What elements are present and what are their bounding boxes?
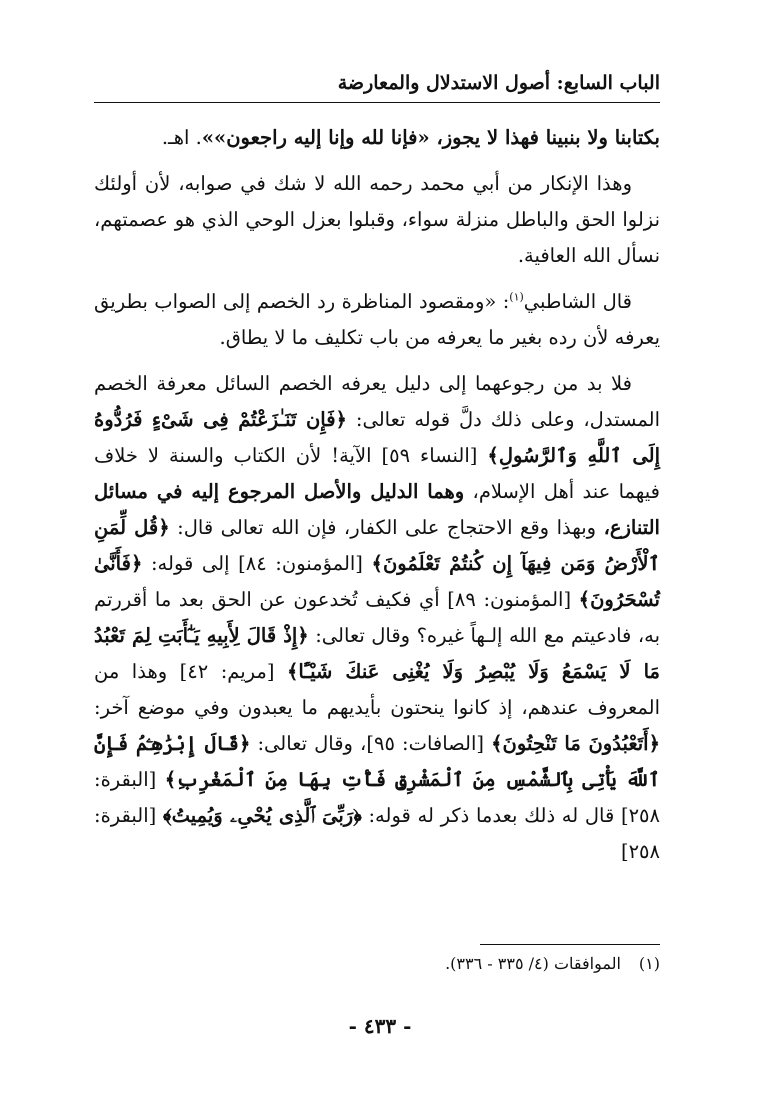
footnote xyxy=(94,950,660,978)
text-segment: [المؤمنون: ٨٤] إلى قوله: xyxy=(142,552,372,575)
quran-verse: ﴿فَإِن تَنَـٰزَعْتُمْ فِى شَىْءٍ فَرُدُّوهُ إِلَى ٱللَّهِ وَٱلرَّسُولِ﴾ xyxy=(94,408,660,467)
quran-verse: ﴿قَالَ إِبْرَٰهِـۧمُ فَإِنَّ ٱللَّهَ يَأْتِى بِٱلشَّمْسِ مِنَ ٱلْمَشْرِقِ فَأْتِ بِهَا مِنَ ٱلْمَغْرِبِ﴾ xyxy=(94,732,660,791)
text-segment: فلا بد من رجوعهما إلى دليل يعرفه الخصم السائل معرفة الخصم المستدل، وعلى ذلك دلَّ قوله تعالى: xyxy=(94,372,660,431)
footnote-text: الموافقات (٤/ ٣٣٥ - ٣٣٦). xyxy=(445,954,621,973)
text-segment: [مريم: ٤٢] وهذا من المعروف عندهم، إذ كانوا ينحتون بأيديهم ما يعبدون وفي موضع آخر: xyxy=(94,660,660,719)
quran-verse: ﴿قُل لِّمَنِ ٱلْأَرْضُ وَمَن فِيهَآ إِن كُنتُمْ تَعْلَمُونَ﴾ xyxy=(94,516,660,575)
text-segment: [المؤمنون: ٨٩] أي فكيف تُخدعون عن الحق بعد ما أقررتم به، فادعيتم مع الله إلـهاً غيره؟ وقال تعالى: xyxy=(94,588,661,647)
quran-verse: ﴿إِذْ قَالَ لِأَبِيهِ يَـٰٓأَبَتِ لِمَ تَعْبُدُ مَا لَا يَسْمَعُ وَلَا يُبْصِرُ وَلَا يُغْنِى عَنكَ شَيْـًٔا﴾ xyxy=(94,624,660,683)
quran-verse: ﴿رَبِّىَ ٱلَّذِى يُحْىِۦ وَيُمِيتُ﴾ xyxy=(162,804,362,827)
running-header xyxy=(94,66,660,103)
paragraph-3-quote: : «ومقصود المناظرة رد الخصم إلى الصواب بطريق يعرفه لأن رده بغير ما يعرفه من باب تكليف ما لا يطاق. xyxy=(94,290,660,349)
text-segment: [البقرة: ٢٥٨] xyxy=(94,804,660,863)
quran-verse: ﴿أَتَعْبُدُونَ مَا تَنْحِتُونَ﴾ xyxy=(491,732,661,755)
main-text xyxy=(94,120,660,880)
text-segment: [النساء ٥٩] الآية! لأن الكتاب والسنة لا خلاف فيهما عند أهل الإسلام، xyxy=(94,444,660,503)
paragraph-1-bold: بكتابنا ولا بنبينا فهذا لا يجوز، «فإنا لله وإنا إليه راجعون»» xyxy=(201,126,660,149)
text-segment: [الصافات: ٩٥]، وقال تعالى: xyxy=(250,732,492,755)
paragraph-4 xyxy=(94,366,660,870)
page-number: - ٤٣٣ - xyxy=(348,1014,412,1038)
paragraph-3 xyxy=(94,284,660,356)
footnote-marker: (١) xyxy=(509,290,524,304)
chapter-title: الباب السابع: أصول الاستدلال والمعارضة xyxy=(337,72,660,94)
paragraph-2: وهذا الإنكار من أبي محمد رحمه الله لا شك في صوابه، لأن أولئك نزلوا الحق والباطل منزلة سواء، وقبلوا بعزل الوحي الذي هو عصمتهم، نسأل الله العافية. xyxy=(94,172,660,267)
footnote-number: (١) xyxy=(638,954,660,973)
footnote-divider xyxy=(480,944,660,945)
paragraph-1 xyxy=(94,120,660,156)
paragraph-1-end: . اهـ. xyxy=(161,126,202,149)
text-segment: وبهذا وقع الاحتجاج على الكفار، فإن الله تعالى قال: xyxy=(169,516,604,539)
bold-statement: وهما الدليل والأصل المرجوع إليه في مسائل التنازع، xyxy=(94,480,660,539)
paragraph-3-start: قال الشاطبي xyxy=(523,290,632,313)
text-segment: [البقرة: ٢٥٨] قال له ذلك بعدما ذكر له قوله: xyxy=(94,768,660,827)
quran-verse: ﴿فَأَنَّىٰ تُسْحَرُونَ﴾ xyxy=(94,552,660,611)
